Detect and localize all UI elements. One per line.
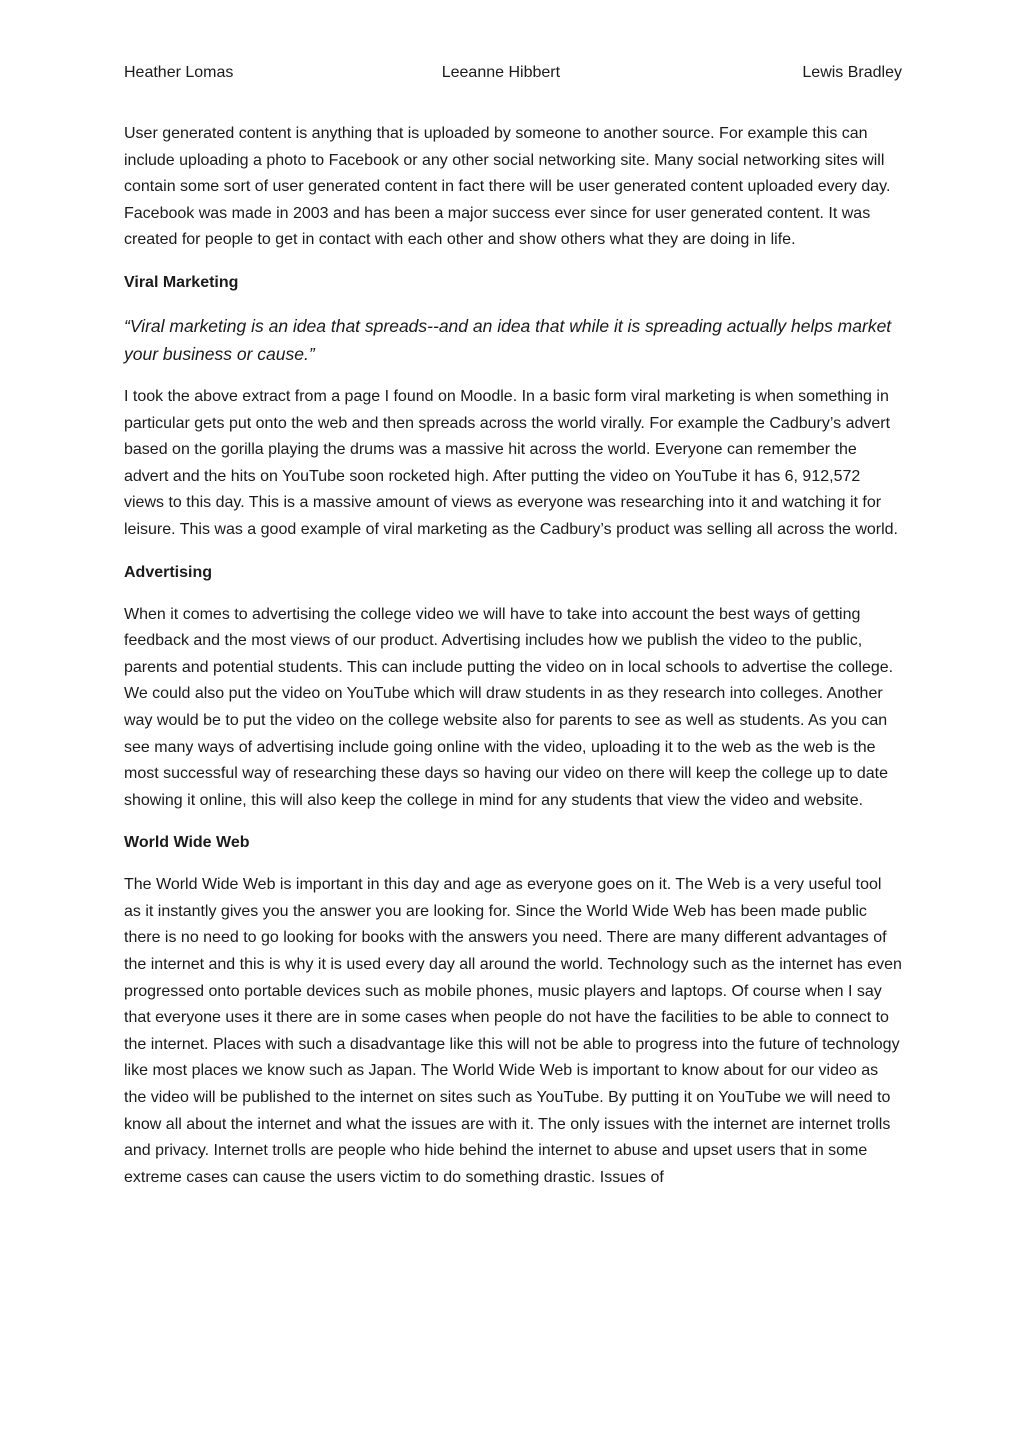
world-wide-web-heading: World Wide Web [124,834,250,852]
author-name-3: Lewis Bradley [802,64,902,81]
world-wide-web-paragraph: The World Wide Web is important in this day and age as everyone goes on it. The Web is a very useful tool as it instantly gives you the answer you are looking for. Since the World Wide Web has been made public there is no need to go looking for books with the answers you need. There are many different advantages of the internet and this is why it is used every day all around the world. Technology such as the internet has even progressed onto portable devices such as mobile phones, music players and laptops. Of course when I say that everyone uses it there are in some cases when people do not have the facilities to be able to connect to the internet. Places with such a disadvantage like this will not be able to progress into the future of technology like most places we know such as Japan. The World Wide Web is important to know about for our video as the video will be published to the internet on sites such as YouTube. By putting it on YouTube we will need to know all about the internet and what the issues are with it. The only issues with the internet are internet trolls and privacy. Internet trolls are people who hide behind the internet to abuse and upset users that in some extreme cases can cause the users victim to do something drastic. Issues of [124,876,902,1186]
viral-marketing-quote: “Viral marketing is an idea that spreads--and an idea that while it is spreading actually helps market your business or cause.” [124,315,892,364]
advertising-paragraph: When it comes to advertising the college video we will have to take into account the best ways of getting feedback and the most views of our product. Advertising includes how we publish the video to the public, parents and potential students. This can include putting the video on in local schools to advertise the college. We could also put the video on YouTube which will draw students in as they research into colleges. Another way would be to put the video on the college website also for parents to see as well as students. As you can see many ways of advertising include going online with the video, uploading it to the web as the web is the most successful way of researching these days so having our video on there will keep the college up to date showing it online, this will also keep the college in mind for any students that view the video and website. [124,605,894,809]
viral-marketing-heading: Viral Marketing [124,273,239,291]
document-page [124,60,902,1207]
author-name-2: Leeanne Hibbert [441,64,561,81]
author-name-1: Heather Lomas [124,64,234,81]
advertising-heading: Advertising [124,563,213,581]
viral-marketing-paragraph: I took the above extract from a page I found on Moodle. In a basic form viral marketing is when something in particular gets put onto the web and then spreads across the world virally. For example the Cadbury’s advert based on the gorilla playing the drums was a massive hit across the world. Everyone can remember the advert and the hits on YouTube soon rocketed high. After putting the video on YouTube it has 6, 912,572 views to this day. This is a massive amount of views as everyone was researching into it and watching it for leisure. This was a good example of viral marketing as the Cadbury’s product was selling all across the world. [124,387,898,538]
intro-paragraph: User generated content is anything that is uploaded by someone to another source. For example this can include uploading a photo to Facebook or any other social networking site. Many social networking sites will contain some sort of user generated content in fact there will be user generated content uploaded every day. Facebook was made in 2003 and has been a major success ever since for user generated content. It was created for people to get in contact with each other and show others what they are doing in life. [124,125,891,249]
page-header [124,60,902,86]
